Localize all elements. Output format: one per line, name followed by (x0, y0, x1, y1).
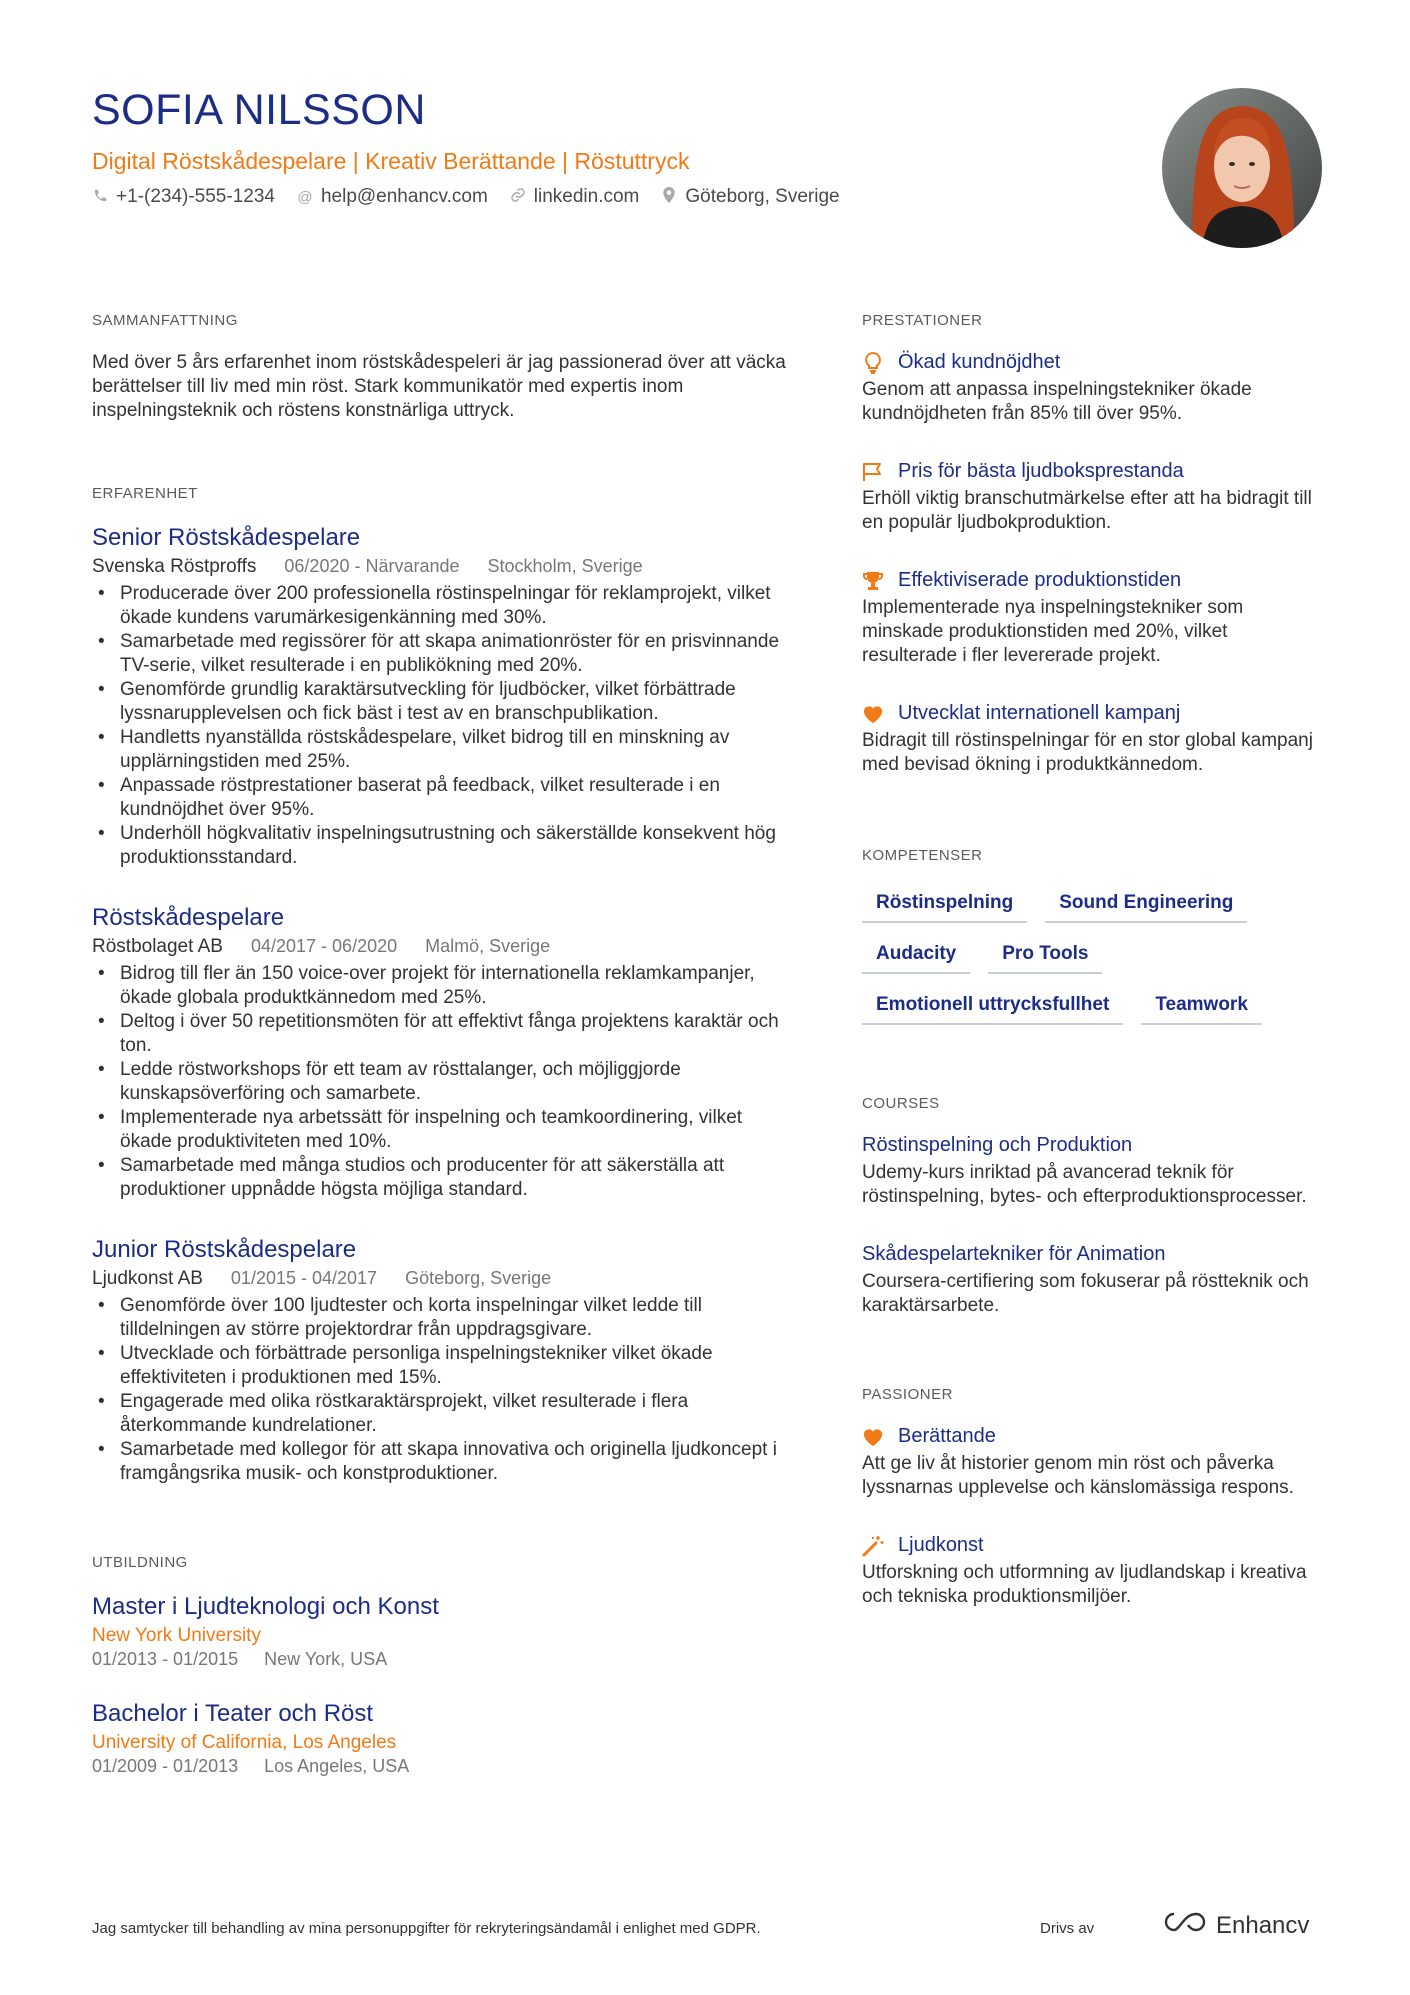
brand-name: Enhancv (1216, 1911, 1310, 1939)
job-location: Göteborg, Sverige (405, 1268, 552, 1288)
bullet-item: • Samarbetade med kollegor för att skapa innovativa och originella ljudkoncept i framgångsrika musik- och konstproduktioner. (92, 1438, 792, 1486)
passion-item (862, 1534, 1322, 1609)
job-title: Senior Röstskådespelare (92, 524, 361, 551)
location-pin-icon (661, 187, 677, 207)
job-dates: 06/2020 - Närvarande (284, 556, 460, 576)
course-text: Coursera-certifiering som fokuserar på röstteknik och karaktärsarbete. (862, 1271, 1309, 1316)
achievement-text: Bidragit till röstinspelningar för en stor global kampanj med bevisad ökning i produktkännedom. (862, 730, 1313, 775)
skill-tag: Sound Engineering (1045, 886, 1247, 923)
course-text: Udemy-kurs inriktad på avancerad teknik för röstinspelning, bytes- och efterproduktionsprocesser. (862, 1162, 1307, 1207)
job-meta (92, 556, 792, 578)
education-school: New York University (92, 1625, 261, 1646)
lightbulb-icon (862, 352, 884, 374)
bullet-item: • Utvecklade och förbättrade personliga inspelningstekniker vilket ökade effektiviteten i produktionen med 15%. (92, 1342, 792, 1390)
phone-text: +1-(234)-555-1234 (116, 186, 275, 207)
passion-text: Att ge liv åt historier genom min röst och påverka lyssnarnas upplevelse och känslomässiga respons. (862, 1453, 1294, 1498)
bullet-item: • Genomförde över 100 ljudtester och korta inspelningar vilket ledde till tilldelningen av större projektordrar från uppdragsgivare. (92, 1294, 792, 1342)
education-title: UTBILDNING (92, 1554, 188, 1571)
achievement-text: Implementerade nya inspelningstekniker som minskade produktionstiden med 20%, vilket resulterade i fler levererade projekt. (862, 597, 1244, 666)
achievement-item (862, 351, 1322, 426)
passions-section (862, 1386, 1322, 1609)
left-column (92, 312, 792, 1807)
job-dates: 01/2015 - 04/2017 (230, 1268, 378, 1288)
passion-text: Utforskning och utformning av ljudlandskap i kreativa och tekniska produktionsmiljöer. (862, 1562, 1307, 1607)
skill-tag: Pro Tools (988, 937, 1102, 974)
passions-title: PASSIONER (862, 1386, 953, 1403)
job-location: Stockholm, Sverige (487, 556, 643, 576)
achievement-item (862, 569, 1322, 668)
powered-by-label: Drivs av (1040, 1920, 1095, 1937)
magic-wand-icon (862, 1535, 884, 1557)
education-meta (92, 1649, 792, 1670)
experience-title: ERFARENHET (92, 485, 198, 502)
achievements-title: PRESTATIONER (862, 312, 983, 329)
skill-tag: Teamwork (1141, 988, 1262, 1025)
email-text: help@enhancv.com (320, 186, 488, 207)
bullet-item: • Samarbetade med regissörer för att skapa animationröster för en prisvinnande TV-serie, vilket resulterade i en publikökning med 20%. (92, 630, 792, 678)
courses-section (862, 1095, 1322, 1318)
job-entry (92, 524, 792, 870)
infinity-logo-icon (1162, 1910, 1208, 1941)
skill-tag: Emotionell uttrycksfullhet (862, 988, 1123, 1025)
job-bullets (92, 962, 792, 1202)
contact-email[interactable] (297, 186, 488, 208)
contact-linkedin[interactable] (510, 186, 640, 208)
achievement-title: Ökad kundnöjdhet (898, 351, 1061, 373)
bullet-item: • Producerade över 200 professionella röstinspelningar för reklamprojekt, vilket ökade kundens varumärkesigenkänning med 30%. (92, 582, 792, 630)
contact-phone[interactable] (92, 186, 275, 208)
link-icon (510, 187, 526, 207)
course-item (862, 1134, 1322, 1209)
achievement-text: Genom att anpassa inspelningstekniker ökade kundnöjdheten från 85% till över 95%. (862, 379, 1252, 424)
job-location: Malmö, Sverige (425, 936, 551, 956)
gdpr-consent: Jag samtycker till behandling av mina personuppgifter för rekryteringsändamål i enlighet med GDPR. (92, 1920, 761, 1937)
experience-section (92, 485, 792, 1486)
job-company: Röstbolaget AB (92, 936, 223, 957)
education-entry (92, 1593, 792, 1670)
bullet-item: • Anpassade röstprestationer baserat på feedback, vilket resulterade i en kundnöjdhet över 95%. (92, 774, 792, 822)
trophy-icon (862, 570, 884, 592)
contact-location (661, 186, 839, 208)
brand-logo[interactable] (1162, 1910, 1309, 1941)
right-column (862, 312, 1322, 1643)
flag-icon (862, 461, 884, 483)
bullet-item: • Deltog i över 50 repetitionsmöten för att effektivt fånga projektens karaktär och ton. (92, 1010, 792, 1058)
skills-list (862, 886, 1302, 1025)
course-title: Röstinspelning och Produktion (862, 1134, 1133, 1156)
achievement-title: Pris för bästa ljudboksprestanda (898, 460, 1184, 482)
bullet-item: • Handletts nyanställda röstskådespelare, vilket bidrog till en minskning av upplärningstiden med 25%. (92, 726, 792, 774)
course-title: Skådespelartekniker för Animation (862, 1243, 1166, 1265)
education-meta (92, 1756, 792, 1777)
bullet-item: • Engagerade med olika röstkaraktärsprojekt, vilket resulterade i flera återkommande kundrelationer. (92, 1390, 792, 1438)
job-company: Ljudkonst AB (92, 1268, 203, 1289)
bullet-item: • Bidrog till fler än 150 voice-over projekt för internationella reklamkampanjer, ökade globala produktkännedom med 25%. (92, 962, 792, 1010)
at-icon: @ (297, 188, 313, 206)
profile-photo (1162, 88, 1322, 248)
education-entry (92, 1700, 792, 1777)
education-location: New York, USA (264, 1649, 388, 1669)
job-company: Svenska Röstproffs (92, 556, 257, 577)
passion-title: Ljudkonst (898, 1534, 984, 1556)
achievement-header (862, 351, 1322, 374)
education-dates: 01/2013 - 01/2015 (92, 1649, 239, 1669)
job-title: Junior Röstskådespelare (92, 1236, 357, 1263)
education-degree: Master i Ljudteknologi och Konst (92, 1593, 439, 1620)
bullet-item: • Implementerade nya arbetssätt för inspelning och teamkoordinering, vilket ökade produktiviteten med 10%. (92, 1106, 792, 1154)
job-title: Röstskådespelare (92, 904, 285, 931)
headline: Digital Röstskådespelare | Kreativ Berättande | Röstuttryck (92, 148, 690, 174)
summary-text: Med över 5 års erfarenhet inom röstskådespeleri är jag passionerad över att väcka berättelser till liv med min röst. Stark kommunikatör med expertis inom inspelningsteknik och röstens konstnärliga uttryck. (92, 352, 786, 421)
job-dates: 04/2017 - 06/2020 (250, 936, 398, 956)
skill-tag: Röstinspelning (862, 886, 1027, 923)
achievement-item (862, 460, 1322, 535)
job-entry (92, 1236, 792, 1486)
contact-bar (92, 186, 840, 208)
bullet-item: • Samarbetade med många studios och producenter för att säkerställa att produktioner uppnådde högsta möjliga standard. (92, 1154, 792, 1202)
education-dates: 01/2009 - 01/2013 (92, 1756, 239, 1776)
achievement-title: Utvecklat internationell kampanj (898, 702, 1181, 724)
job-entry (92, 904, 792, 1202)
heart-icon (862, 1426, 884, 1448)
passion-header (862, 1534, 1322, 1557)
job-meta (92, 936, 792, 958)
achievement-item (862, 702, 1322, 777)
bullet-item: • Underhöll högkvalitativ inspelningsutrustning och säkerställde konsekvent hög produktionsstandard. (92, 822, 792, 870)
course-item (862, 1243, 1322, 1318)
achievements-section (862, 312, 1322, 777)
job-bullets (92, 582, 792, 870)
location-text: Göteborg, Sverige (685, 186, 840, 207)
courses-title: COURSES (862, 1095, 940, 1112)
heart-icon (862, 703, 884, 725)
passion-item (862, 1425, 1322, 1500)
achievement-header (862, 702, 1322, 725)
job-bullets (92, 1294, 792, 1486)
passion-header (862, 1425, 1322, 1448)
skills-section (862, 847, 1322, 1025)
education-degree: Bachelor i Teater och Röst (92, 1700, 374, 1727)
bullet-item: • Ledde röstworkshops för ett team av rösttalanger, och möjliggjorde kunskapsöverföring och samarbete. (92, 1058, 792, 1106)
education-school: University of California, Los Angeles (92, 1732, 397, 1753)
bullet-item: • Genomförde grundlig karaktärsutveckling för ljudböcker, vilket förbättrade lyssnarupplevelsen och fick bäst i test av en branschpublikation. (92, 678, 792, 726)
passion-title: Berättande (898, 1425, 996, 1447)
achievement-text: Erhöll viktig branschutmärkelse efter att ha bidragit till en populär ljudbokproduktion. (862, 488, 1312, 533)
job-meta (92, 1268, 792, 1290)
linkedin-text: linkedin.com (533, 186, 640, 207)
education-location: Los Angeles, USA (264, 1756, 410, 1776)
achievement-title: Effektiviserade produktionstiden (898, 569, 1182, 591)
phone-icon (92, 188, 108, 207)
summary-section (92, 312, 792, 423)
achievement-header (862, 569, 1322, 592)
education-section (92, 1554, 792, 1777)
achievement-header (862, 460, 1322, 483)
skills-title: KOMPETENSER (862, 847, 983, 864)
candidate-name: SOFIA NILSSON (92, 86, 426, 134)
skill-tag: Audacity (862, 937, 970, 974)
summary-title: SAMMANFATTNING (92, 312, 238, 329)
